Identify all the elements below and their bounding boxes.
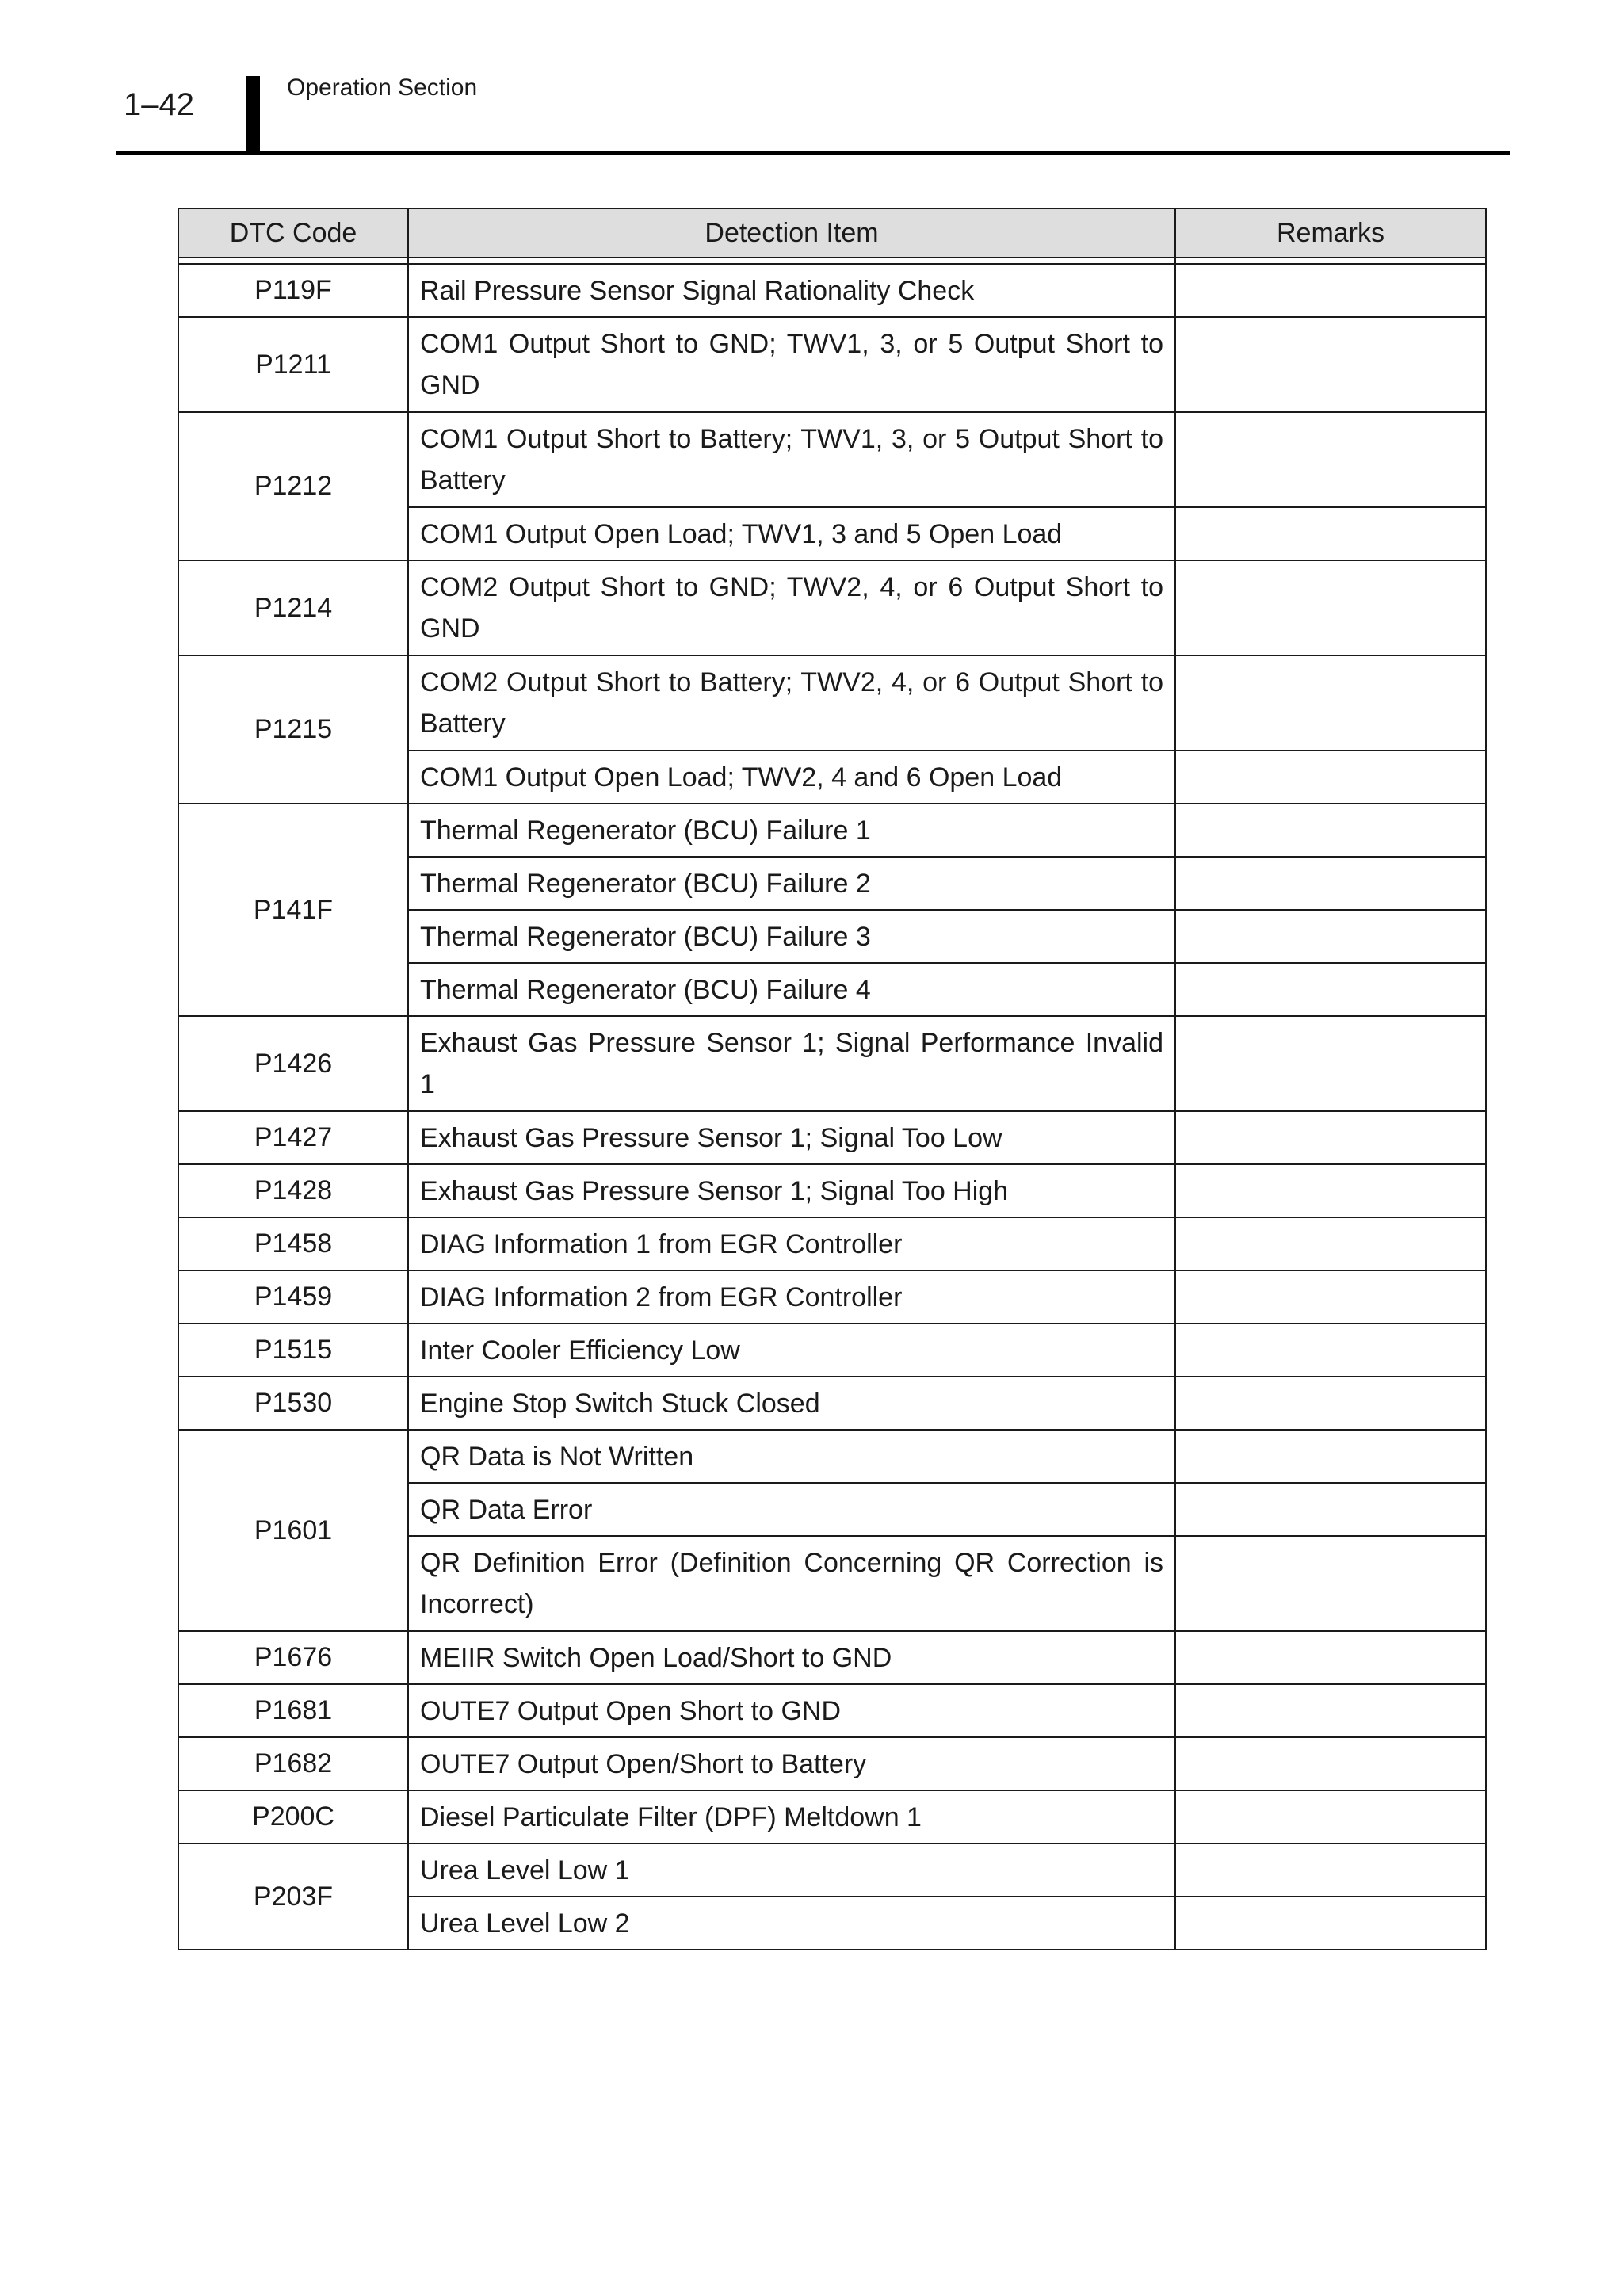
detection-item: COM1 Output Open Load; TWV1, 3 and 5 Open Load (408, 507, 1175, 560)
detection-item: COM1 Output Short to Battery; TWV1, 3, or 5 Output Short to Battery (408, 412, 1175, 507)
detection-item: QR Definition Error (Definition Concerning QR Correction is Incorrect) (408, 1536, 1175, 1631)
remarks-cell (1175, 963, 1486, 1016)
column-header-dtc-code: DTC Code (178, 208, 408, 258)
dtc-code: P1214 (178, 560, 408, 655)
remarks-cell (1175, 1217, 1486, 1270)
remarks-cell (1175, 507, 1486, 560)
remarks-cell (1175, 1164, 1486, 1217)
table-row (178, 655, 1486, 751)
detection-item: OUTE7 Output Open/Short to Battery (408, 1737, 1175, 1790)
dtc-code: P141F (178, 804, 408, 1016)
detection-item: DIAG Information 2 from EGR Controller (408, 1270, 1175, 1324)
remarks-cell (1175, 1430, 1486, 1483)
remarks-cell (1175, 655, 1486, 751)
column-header-detection-item: Detection Item (408, 208, 1175, 258)
detection-item: Engine Stop Switch Stuck Closed (408, 1377, 1175, 1430)
dtc-code: P1676 (178, 1631, 408, 1684)
dtc-code: P1515 (178, 1324, 408, 1377)
remarks-cell (1175, 1324, 1486, 1377)
detection-item: Thermal Regenerator (BCU) Failure 1 (408, 804, 1175, 857)
remarks-cell (1175, 1684, 1486, 1737)
remarks-cell (1175, 1631, 1486, 1684)
table-row (178, 264, 1486, 317)
detection-item: QR Data Error (408, 1483, 1175, 1536)
table-row (178, 1790, 1486, 1843)
table-row (178, 560, 1486, 655)
header-bar (246, 76, 260, 154)
detection-item: Thermal Regenerator (BCU) Failure 2 (408, 857, 1175, 910)
dtc-code: P1530 (178, 1377, 408, 1430)
remarks-cell (1175, 1270, 1486, 1324)
page-number: 1–42 (124, 87, 194, 122)
table-row (178, 1684, 1486, 1737)
detection-item: COM1 Output Short to GND; TWV1, 3, or 5 Output Short to GND (408, 317, 1175, 412)
dtc-code: P1427 (178, 1111, 408, 1164)
dtc-table (178, 208, 1487, 1950)
detection-item: Rail Pressure Sensor Signal Rationality Check (408, 264, 1175, 317)
dtc-code: P1215 (178, 655, 408, 804)
remarks-cell (1175, 412, 1486, 507)
dtc-code: P203F (178, 1843, 408, 1950)
header-spacer-row (178, 258, 1486, 264)
detection-item: Thermal Regenerator (BCU) Failure 4 (408, 963, 1175, 1016)
remarks-cell (1175, 317, 1486, 412)
table-row (178, 1016, 1486, 1111)
table-row (178, 412, 1486, 507)
detection-item: OUTE7 Output Open Short to GND (408, 1684, 1175, 1737)
dtc-code: P1682 (178, 1737, 408, 1790)
table-row (178, 804, 1486, 857)
dtc-code: P1211 (178, 317, 408, 412)
dtc-code: P200C (178, 1790, 408, 1843)
remarks-cell (1175, 1737, 1486, 1790)
detection-item: QR Data is Not Written (408, 1430, 1175, 1483)
remarks-cell (1175, 560, 1486, 655)
remarks-cell (1175, 857, 1486, 910)
remarks-cell (1175, 1111, 1486, 1164)
remarks-cell (1175, 804, 1486, 857)
remarks-cell (1175, 1897, 1486, 1950)
table-row (178, 1217, 1486, 1270)
table-row (178, 317, 1486, 412)
dtc-code: P1681 (178, 1684, 408, 1737)
table-row (178, 1324, 1486, 1377)
detection-item: DIAG Information 1 from EGR Controller (408, 1217, 1175, 1270)
dtc-code: P1426 (178, 1016, 408, 1111)
table-row (178, 1631, 1486, 1684)
dtc-code: P1601 (178, 1430, 408, 1631)
header-rule (116, 151, 1510, 155)
table-header-row (178, 208, 1486, 258)
detection-item: Exhaust Gas Pressure Sensor 1; Signal Performance Invalid 1 (408, 1016, 1175, 1111)
detection-item: MEIIR Switch Open Load/Short to GND (408, 1631, 1175, 1684)
detection-item: Exhaust Gas Pressure Sensor 1; Signal Too High (408, 1164, 1175, 1217)
remarks-cell (1175, 264, 1486, 317)
dtc-code: P1459 (178, 1270, 408, 1324)
detection-item: Urea Level Low 2 (408, 1897, 1175, 1950)
remarks-cell (1175, 1843, 1486, 1897)
remarks-cell (1175, 1483, 1486, 1536)
detection-item: Urea Level Low 1 (408, 1843, 1175, 1897)
detection-item: COM2 Output Short to Battery; TWV2, 4, or 6 Output Short to Battery (408, 655, 1175, 751)
dtc-code: P119F (178, 264, 408, 317)
detection-item: COM1 Output Open Load; TWV2, 4 and 6 Open Load (408, 751, 1175, 804)
detection-item: Diesel Particulate Filter (DPF) Meltdown 1 (408, 1790, 1175, 1843)
table-row (178, 1843, 1486, 1897)
detection-item: COM2 Output Short to GND; TWV2, 4, or 6 Output Short to GND (408, 560, 1175, 655)
table-row (178, 1737, 1486, 1790)
dtc-code: P1458 (178, 1217, 408, 1270)
section-title: Operation Section (287, 74, 478, 101)
column-header-remarks: Remarks (1175, 208, 1486, 258)
remarks-cell (1175, 1790, 1486, 1843)
detection-item: Inter Cooler Efficiency Low (408, 1324, 1175, 1377)
dtc-code: P1428 (178, 1164, 408, 1217)
remarks-cell (1175, 910, 1486, 963)
detection-item: Exhaust Gas Pressure Sensor 1; Signal Too Low (408, 1111, 1175, 1164)
remarks-cell (1175, 751, 1486, 804)
table-row (178, 1377, 1486, 1430)
dtc-code: P1212 (178, 412, 408, 560)
table-row (178, 1270, 1486, 1324)
table-row (178, 1111, 1486, 1164)
remarks-cell (1175, 1377, 1486, 1430)
detection-item: Thermal Regenerator (BCU) Failure 3 (408, 910, 1175, 963)
table-row (178, 1164, 1486, 1217)
table-row (178, 1430, 1486, 1483)
remarks-cell (1175, 1016, 1486, 1111)
remarks-cell (1175, 1536, 1486, 1631)
